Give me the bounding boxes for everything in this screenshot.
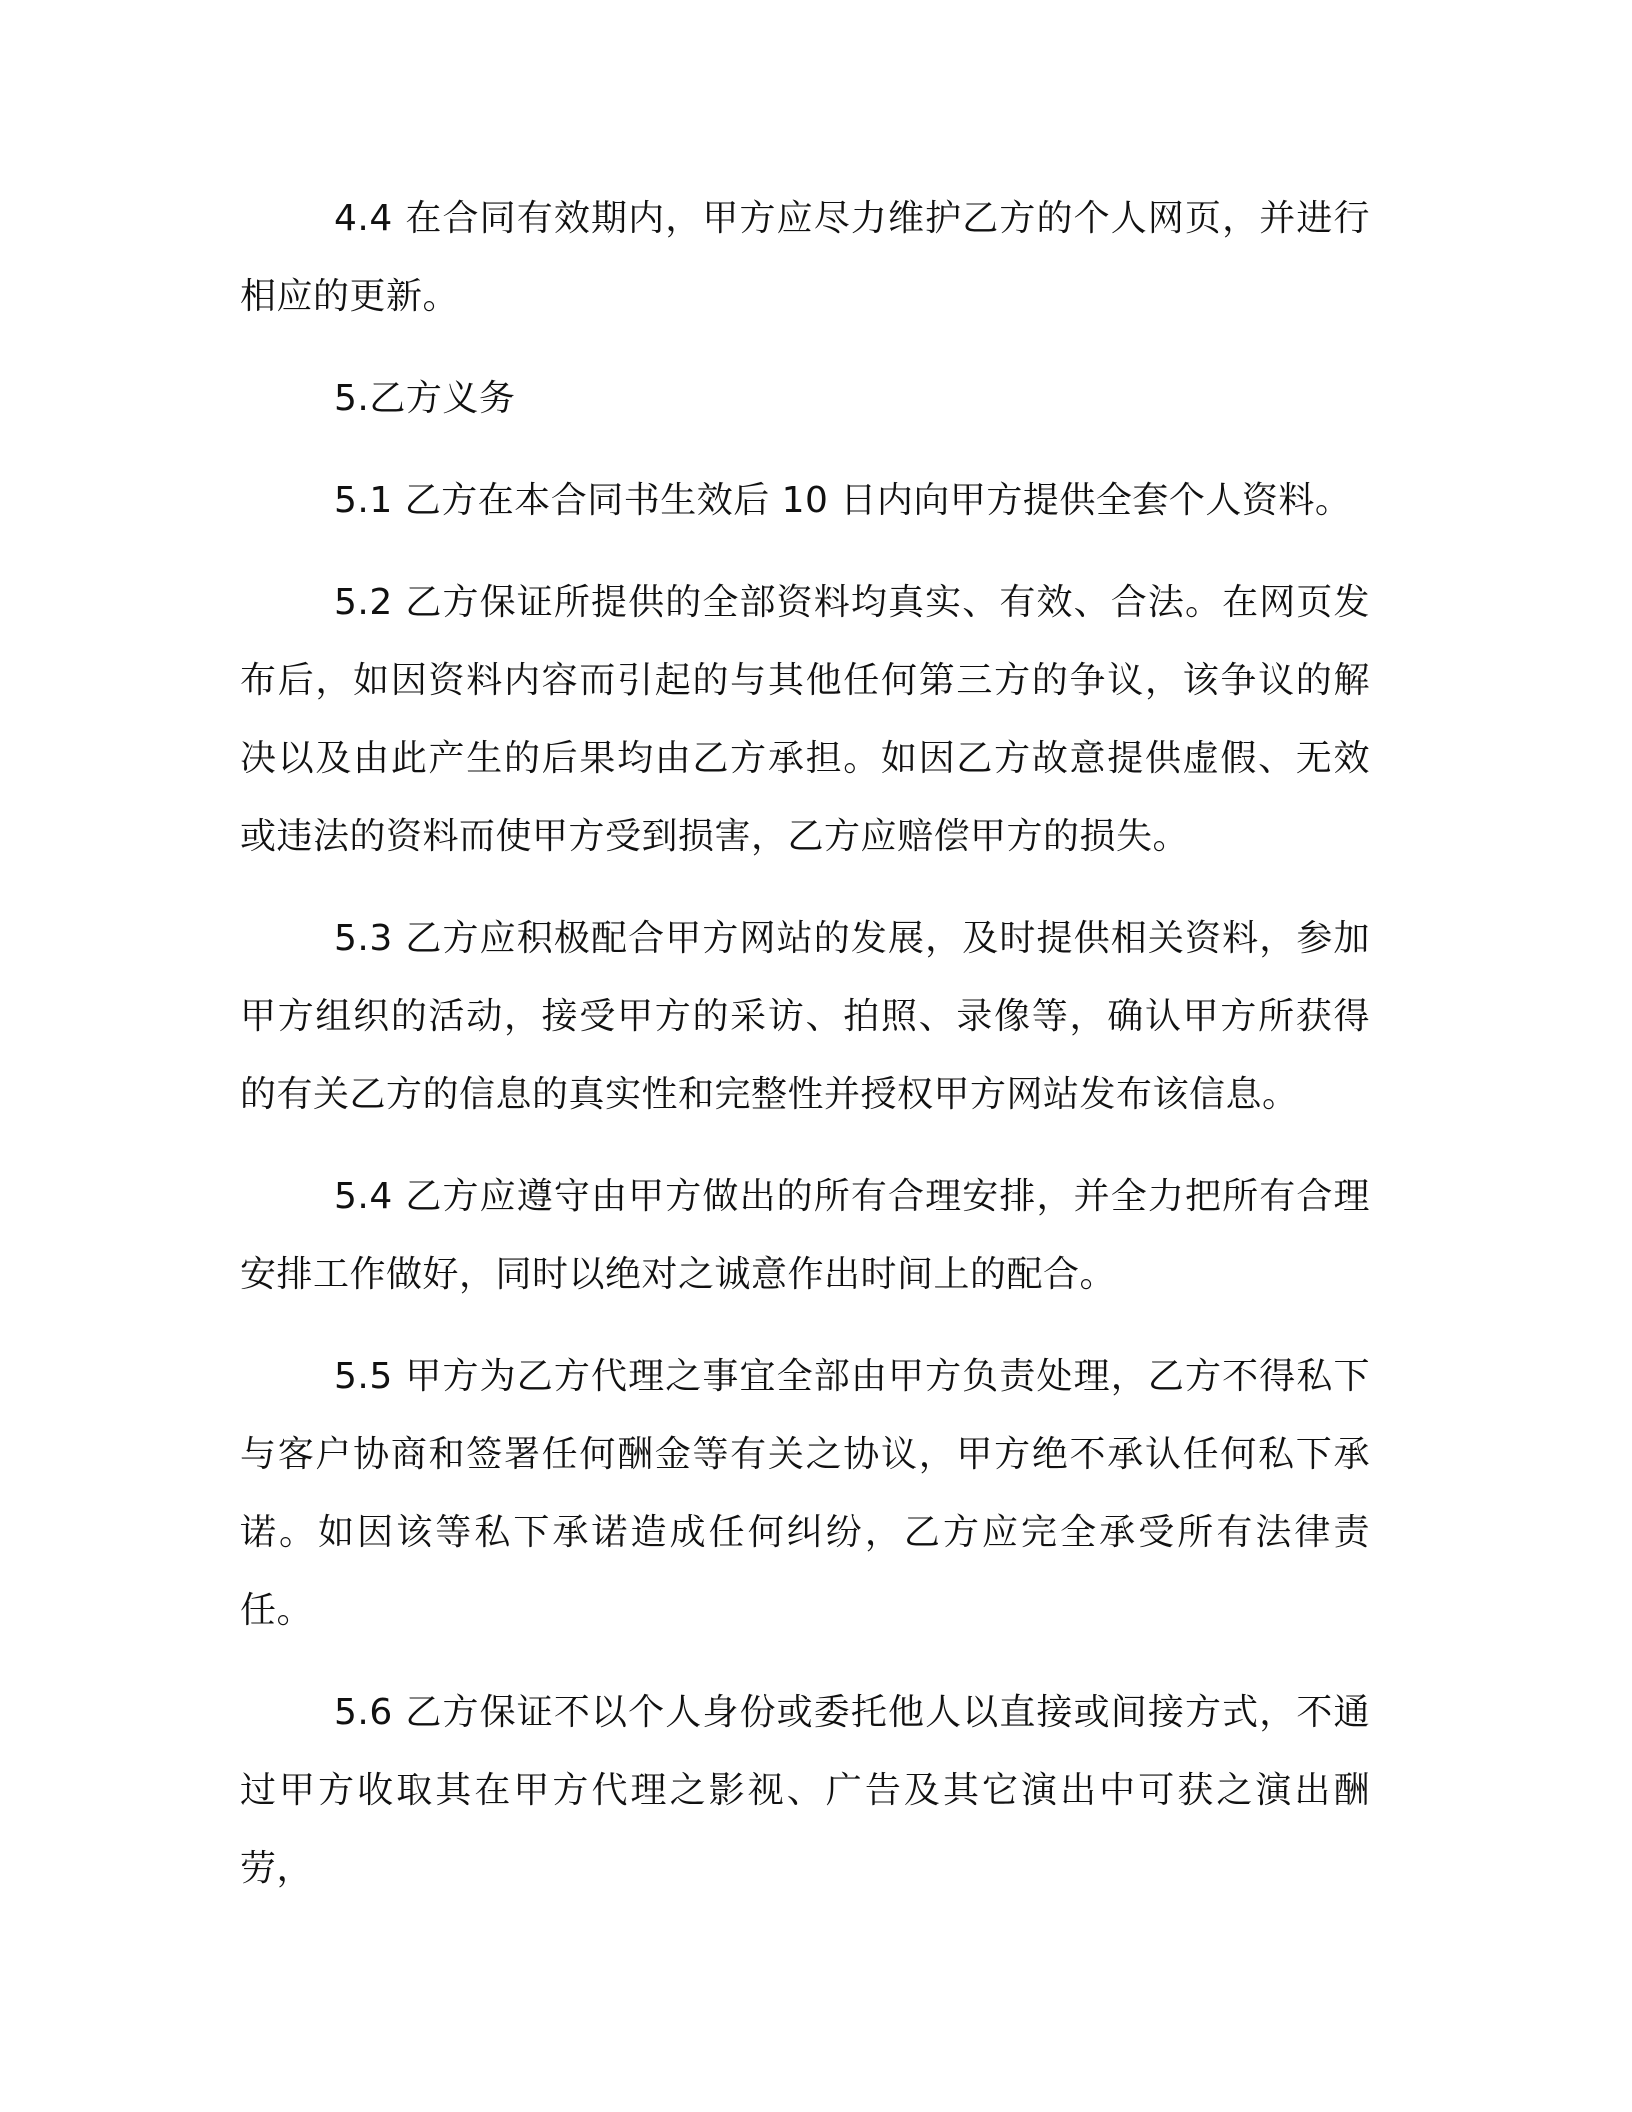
clause-5-6: 5.6 乙方保证不以个人身份或委托他人以直接或间接方式，不通过甲方收取其在甲方代理之影视、广告及其它演出中可获之演出酬劳， <box>240 1692 1370 1889</box>
document-body <box>240 180 1370 1932</box>
clause-5-4: 5.4 乙方应遵守由甲方做出的所有合理安排，并全力把所有合理安排工作做好，同时以绝对之诚意作出时间上的配合。 <box>240 1176 1370 1295</box>
section-heading-5: 5.乙方义务 <box>334 378 516 419</box>
clause-5-5: 5.5 甲方为乙方代理之事宜全部由甲方负责处理，乙方不得私下与客户协商和签署任何酬金等有关之协议，甲方绝不承认任何私下承诺。如因该等私下承诺造成任何纠纷，乙方应完全承受所有法律责任。 <box>240 1356 1370 1631</box>
clause-5-2: 5.2 乙方保证所提供的全部资料均真实、有效、合法。在网页发布后，如因资料内容而引起的与其他任何第三方的争议，该争议的解决以及由此产生的后果均由乙方承担。如因乙方故意提供虚假、无效或违法的资料而使甲方受到损害，乙方应赔偿甲方的损失。 <box>240 582 1370 857</box>
clause-5-1: 5.1 乙方在本合同书生效后 10 日内向甲方提供全套个人资料。 <box>334 480 1352 521</box>
clause-5-3: 5.3 乙方应积极配合甲方网站的发展，及时提供相关资料，参加甲方组织的活动，接受甲方的采访、拍照、录像等，确认甲方所获得的有关乙方的信息的真实性和完整性并授权甲方网站发布该信息。 <box>240 918 1370 1115</box>
clause-4-4: 4.4 在合同有效期内，甲方应尽力维护乙方的个人网页，并进行相应的更新。 <box>240 198 1370 317</box>
